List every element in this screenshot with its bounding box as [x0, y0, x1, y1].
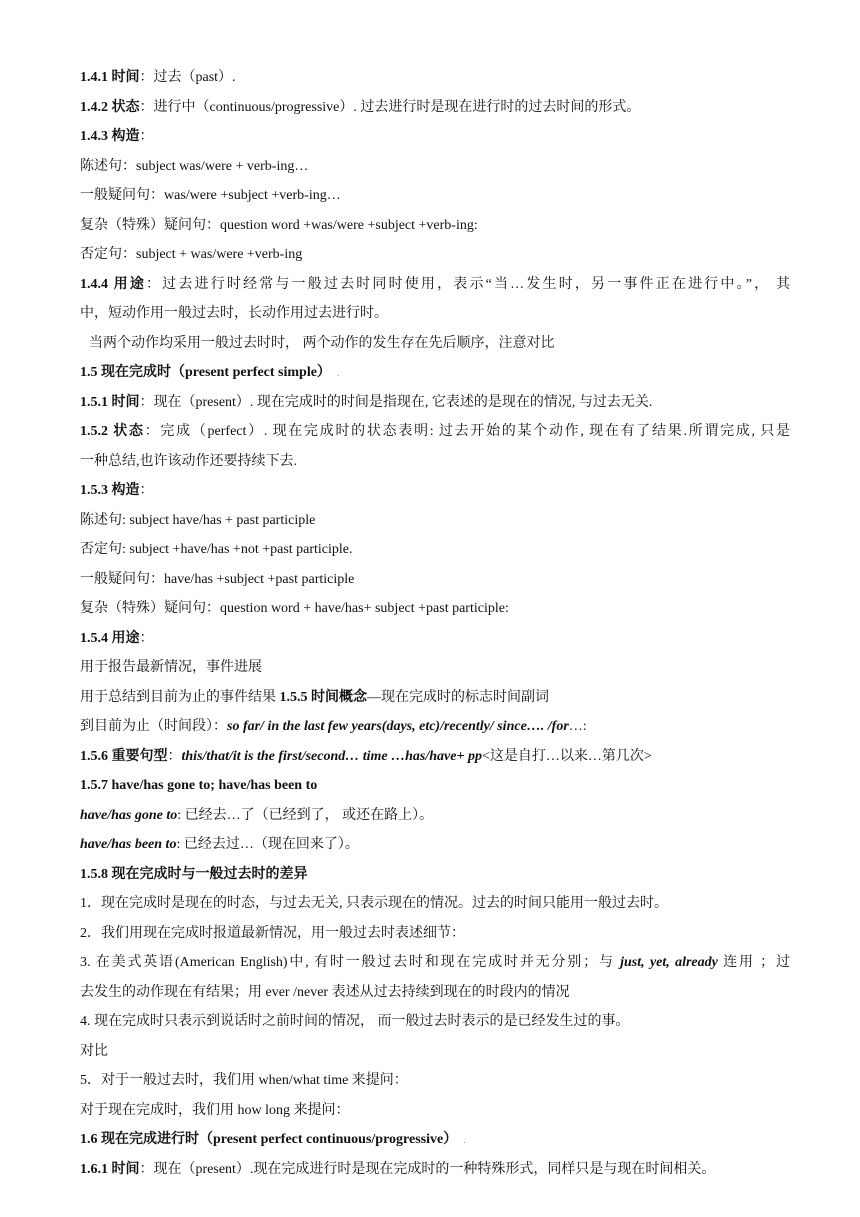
text-line: 一般疑问句：have/has +subject +past participle [80, 571, 355, 587]
text-line: 复杂（特殊）疑问句：question word + have/has+ subject +past participle: [80, 601, 509, 616]
text-line: 到目前为止（时间段）：so far/ in the last few years(days, etc)/recently/ since…. /for…: [80, 719, 587, 734]
heading-1-5-7: 1.5.7 have/has gone to; have/has been to [80, 778, 318, 793]
text-line: 1．现在完成时是现在的时态，与过去无关, 只表示现在的情况。过去的时间只能用一般过去时。 [80, 896, 668, 911]
text-line: have/has been to: 已经去过…（现在回来了）。 [80, 837, 359, 852]
text-line: 否定句：subject + was/were +verb-ing [80, 247, 303, 262]
text-line: 当两个动作均采用一般过去时时， 两个动作的发生存在先后顺序，注意对比 [89, 335, 555, 351]
heading-1-5-5: 用于总结到目前为止的事件结果 1.5.5 时间概念—现在完成时的标志时间副词 [80, 689, 549, 705]
heading-1-5-8: 1.5.8 现在完成时与一般过去时的差异 [80, 866, 308, 882]
text-line: 对于现在完成时，我们用 how long 来提问： [80, 1102, 350, 1118]
text-line: 陈述句：subject was/were + verb-ing… [80, 158, 309, 174]
heading-1-6-1: 1.6.1 时间：现在（present）.现在完成进行时是现在完成时的一种特殊形式，同样只是与现在时间相关。 [80, 1161, 716, 1177]
text-line: 5．对于一般过去时，我们用 when/what time 来提问： [80, 1073, 408, 1088]
text-line: 4. 现在完成时只表示到说话时之前时间的情况， 而一般过去时表示的是已经发生过的事。 [80, 1014, 630, 1029]
text-line: 陈述句: subject have/has + past participle [80, 512, 316, 528]
text-line: 去发生的动作现在有结果；用 ever /never 表述从过去持续到现在的时段内的情况 [80, 984, 570, 1000]
heading-1-4-1: 1.4.1 时间：过去（past）. [80, 70, 236, 85]
heading-1-5-6: 1.5.6 重要句型：this/that/it is the first/second… time …has/have+ pp<这是自打…以来…第几次> [80, 748, 652, 764]
heading-1-5-1: 1.5.1 时间：现在（present）. 现在完成时的时间是指现在, 它表述的是现在的情况, 与过去无关. [80, 394, 653, 410]
heading-1-4-2: 1.4.2 状态：进行中（continuous/progressive）. 过去进行时是现在进行时的过去时间的形式。 [80, 99, 641, 115]
text-line: 复杂（特殊）疑问句：question word +was/were +subject +verb-ing: [80, 217, 478, 233]
text-line: 对比 [80, 1043, 108, 1059]
text-line: 一般疑问句：was/were +subject +verb-ing… [80, 188, 341, 203]
text-line: 否定句: subject +have/has +not +past participle. [80, 542, 353, 557]
text-line: have/has gone to: 已经去…了（已经到了， 或还在路上）。 [80, 807, 434, 823]
text-line: 一种总结,也许该动作还要持续下去. [80, 453, 297, 469]
section-heading-1-5: 1.5 现在完成时（present perfect simple） . [80, 365, 340, 380]
heading-1-4-3: 1.4.3 构造： [80, 129, 154, 144]
text-line: 3. 在美式英语(American English)中, 有时一般过去时和现在完成时并无分别；与 just, yet, already 连用 ；过 [80, 955, 790, 970]
section-heading-1-6: 1.6 现在完成进行时（present perfect continuous/progressive） . [80, 1132, 466, 1147]
heading-1-5-3: 1.5.3 构造： [80, 483, 154, 498]
text-line: 用于报告最新情况，事件进展 [80, 660, 262, 675]
heading-1-5-4: 1.5.4 用途： [80, 630, 154, 646]
text-line: 2．我们用现在完成时报道最新情况，用一般过去时表述细节： [80, 925, 465, 941]
heading-1-5-2: 1.5.2 状态：完成（perfect）. 现在完成时的状态表明: 过去开始的某个动作, 现在有了结果.所谓完成, 只是 [80, 424, 790, 439]
heading-1-4-4: 1.4.4 用途：过去进行时经常与一般过去时同时使用，表示“当…发生时，另一事件正在进行中。”， 其 [80, 276, 790, 292]
text-line: 中，短动作用一般过去时，长动作用过去进行时。 [80, 306, 388, 321]
